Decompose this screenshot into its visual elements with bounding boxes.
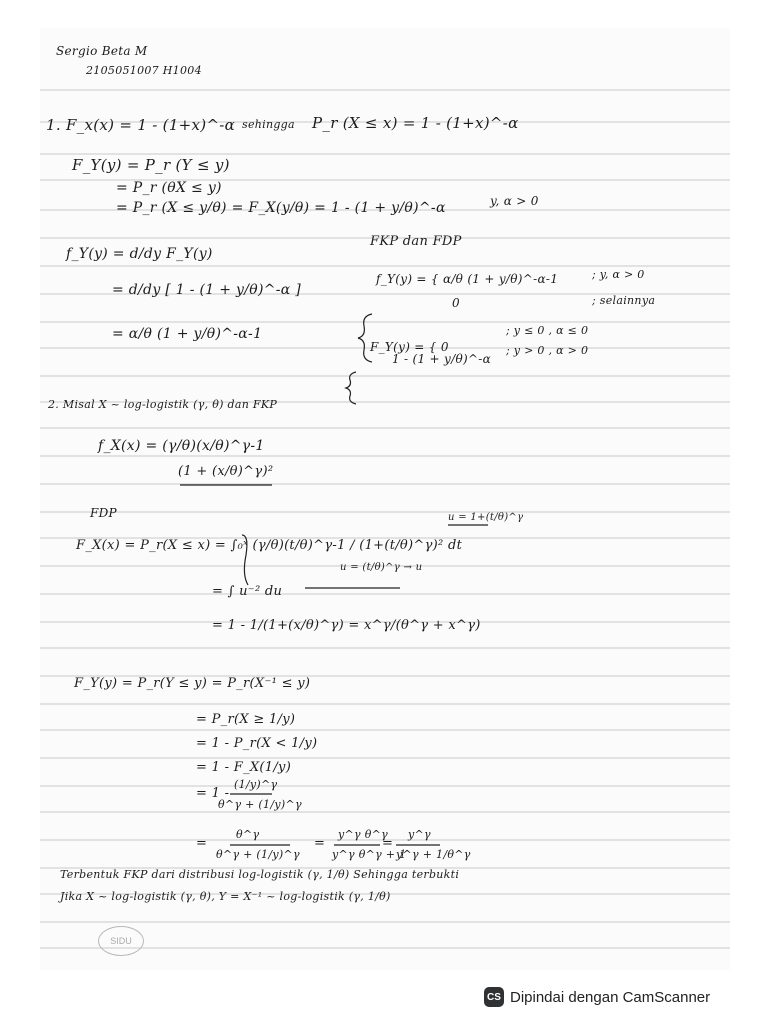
q1-fdp-bottom: 0 [452, 296, 460, 310]
q2-y-step6-right-denominator: y^γ + 1/θ^γ [396, 848, 471, 861]
q2-substitution: u = 1+(t/θ)^γ [448, 512, 524, 523]
q1-cdf-step1: F_Y(y) = P_r (Y ≤ y) [72, 156, 230, 174]
q2-y-step6-mid-denominator: y^γ θ^γ + 1 [332, 848, 407, 861]
q2-y-step6-numerator: θ^γ [236, 828, 260, 841]
q1-cdf-step3: = P_r (X ≤ y/θ) = F_X(y/θ) = 1 - (1 + y/θ)^-α [116, 200, 446, 216]
q1-fkp-top: F_Y(y) = { 0 [370, 340, 449, 354]
q2-y-step4: = 1 - F_X(1/y) [196, 760, 292, 775]
q1-fdp-top: f_Y(y) = { α/θ (1 + y/θ)^-α-1 [376, 272, 559, 286]
q1-given: 1. F_x(x) = 1 - (1+x)^-α [46, 116, 236, 134]
stamp-text: SIDU [110, 936, 132, 946]
q2-pdf-denominator: (1 + (x/θ)^γ)² [178, 464, 274, 479]
student-id: 2105051007 H1004 [86, 64, 202, 77]
notebook-page [40, 28, 730, 970]
q2-substitution-arrow: u = (t/θ)^γ → u [340, 562, 423, 573]
q1-fkp-fdp-label: FKP dan FDP [370, 234, 462, 249]
q1-pdf-step2: = d/dy [ 1 - (1 + y/θ)^-α ] [112, 282, 302, 298]
q2-y-step5-denominator: θ^γ + (1/y)^γ [218, 798, 302, 811]
q2-y-step6-eq: = [196, 836, 208, 851]
q2-title: 2. Misal X ~ log-logistik (γ, θ) dan FKP [48, 398, 278, 411]
q1-pdf-step3: = α/θ (1 + y/θ)^-α-1 [112, 326, 263, 342]
camscanner-logo-icon: CS [484, 987, 504, 1007]
q1-fkp-top-cond: ; y ≤ 0 , α ≤ 0 [506, 324, 589, 337]
q2-cdf-step3: = 1 - 1/(1+(x/θ)^γ) = x^γ/(θ^γ + x^γ) [212, 618, 481, 633]
q2-conclusion-line1: Terbentuk FKP dari distribusi log-logistik (γ, 1/θ) Sehingga terbukti [60, 868, 460, 881]
student-name: Sergio Beta M [56, 44, 148, 58]
q1-cdf-condition: y, α > 0 [490, 194, 539, 208]
camscanner-watermark [484, 984, 710, 1010]
q2-y-step5-numerator: (1/y)^γ [234, 778, 278, 791]
q2-y-step6-right-numerator: y^γ [408, 828, 431, 841]
q2-y-step6-denominator: θ^γ + (1/y)^γ [216, 848, 300, 861]
stamp-mark [98, 926, 144, 956]
q2-cdf-step2: = ∫ u⁻² du [212, 584, 283, 599]
q1-cdf-step2: = P_r (θX ≤ y) [116, 180, 222, 196]
q1-sehingga: sehingga [242, 118, 295, 131]
q1-pdf-step1: f_Y(y) = d/dy F_Y(y) [66, 246, 213, 262]
q1-given-prob: P_r (X ≤ x) = 1 - (1+x)^-α [312, 114, 519, 132]
q2-y-step5-prefix: = 1 - [196, 786, 230, 801]
q2-y-step2: = P_r(X ≥ 1/y) [196, 712, 296, 727]
q2-pdf: f_X(x) = (γ/θ)(x/θ)^γ-1 [98, 438, 265, 454]
camscanner-text: Dipindai dengan CamScanner [510, 988, 711, 1006]
q2-y-step6-eq3: = [382, 836, 394, 851]
q2-cdf-step1: F_X(x) = P_r(X ≤ x) = ∫₀ˣ (γ/θ)(t/θ)^γ-1 / (1+(t/θ)^γ)² dt [76, 538, 463, 553]
q2-y-step6-eq2: = [314, 836, 326, 851]
q1-fkp-bottom-cond: ; y > 0 , α > 0 [506, 344, 589, 357]
q2-fdp-label: FDP [90, 506, 117, 520]
q1-fdp-top-cond: ; y, α > 0 [592, 268, 645, 281]
q2-y-step6-mid-numerator: y^γ θ^γ [338, 828, 389, 841]
q2-conclusion-line2: Jika X ~ log-logistik (γ, θ), Y = X⁻¹ ~ log-logistik (γ, 1/θ) [60, 890, 391, 903]
q2-y-step1: F_Y(y) = P_r(Y ≤ y) = P_r(X⁻¹ ≤ y) [74, 676, 311, 691]
q1-fdp-bottom-cond: ; selainnya [592, 294, 656, 307]
q2-y-step3: = 1 - P_r(X < 1/y) [196, 736, 318, 751]
q1-fkp-bottom: 1 - (1 + y/θ)^-α [392, 352, 492, 366]
